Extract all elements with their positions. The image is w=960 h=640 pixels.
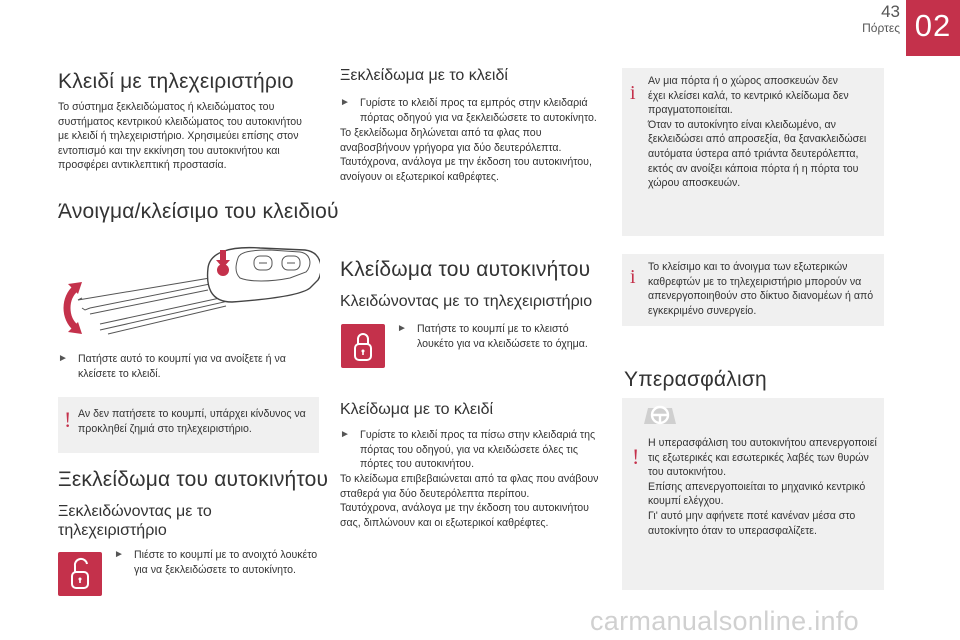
- unlock-remote-step: ► Πιέστε το κουμπί με το ανοιχτό λουκέτο για να ξεκλειδώσετε το αυτοκίνητο.: [114, 549, 318, 576]
- key-unlock-title: Ξεκλείδωμα με το κλειδί: [340, 67, 508, 84]
- warning-icon: !: [64, 407, 72, 432]
- info-icon: i: [630, 266, 636, 288]
- fold-step: ► Πατήστε αυτό το κουμπί για να ανοίξετε ή να κλείσετε το κλειδί.: [58, 353, 286, 380]
- chapter-tab: [906, 0, 960, 56]
- info-box-mirrors: i Το κλείσιμο και το άνοιγμα των εξωτερικών καθρεφτών με το τηλεχειριστήριο μπορούν να απενεργοποιηθούν στο δίκτυο διανομέων ή από εγκεκριμένο συνεργείο.: [622, 254, 884, 326]
- steering-wheel-icon: [642, 402, 678, 428]
- unlock-padlock-icon: [58, 552, 102, 596]
- page-title: Κλειδί με τηλεχειριστήριο: [58, 70, 294, 93]
- warning-icon: !: [632, 444, 640, 469]
- chapter-number: 02: [914, 8, 952, 43]
- fold-warning-box: ! Αν δεν πατήσετε το κουμπί, υπάρχει κίνδυνος να προκληθεί ζημιά στο τηλεχειριστήριο.: [58, 397, 319, 453]
- watermark: carmanualsonline.info: [590, 606, 859, 636]
- bullet-icon: ►: [58, 353, 68, 364]
- intro-paragraph: Το σύστημα ξεκλειδώματος ή κλειδώματος του συστήματος κεντρικού κλειδώματος του αυτοκινήτου με κλειδί ή τηλεχειριστήριο. Χρησιμεύει επίσης στον εντοπισμό και την εκκίνηση του αυτοκινήτου και προσφέρει αντικλεπτική προστασία.: [58, 101, 302, 172]
- deadlock-title: Υπερασφάλιση: [624, 368, 767, 391]
- lock-padlock-icon: [341, 324, 385, 368]
- deadlock-warning-box: ! Η υπερασφάλιση του αυτοκινήτου απενεργοποιεί τις εξωτερικές και εσωτερικές λαβές των θυρών του αυτοκινήτου. Επίσης απενεργοποιείται το μηχανικό κεντρικό κουμπί ελέγχου. Γι' αυτό μην αφήνετε ποτέ κανέναν μέσα στο αυτοκίνητο όταν το υπερασφαλίζετε.: [622, 398, 884, 590]
- bullet-icon: ►: [114, 549, 124, 560]
- key-unlock-body: Το ξεκλείδωμα δηλώνεται από τα φλας που αναβοσβήνουν γρήγορα για δύο δευτερόλεπτα. Ταυτόχρονα, ανάλογα με την έκδοση του αυτοκινήτου, ανοίγουν οι εξωτερικοί καθρέφτες.: [340, 127, 592, 183]
- key-fold-illustration: [60, 238, 320, 338]
- bullet-icon: ►: [397, 323, 407, 334]
- unlock-remote-subtitle: Ξεκλειδώνοντας με το τηλεχειριστήριο: [58, 503, 212, 539]
- lock-section-title: Κλείδωμα του αυτοκινήτου: [340, 258, 591, 281]
- unlock-section-title: Ξεκλείδωμα του αυτοκινήτου: [58, 468, 329, 491]
- info-box-central-locking: i Αν μια πόρτα ή ο χώρος αποσκευών δεν έχει κλείσει καλά, το κεντρικό κλείδωμα δεν πραγματοποιείται. Όταν το αυτοκίνητο είναι κλειδωμένο, αν ξεκλειδώσει από απροσεξία, θα ξανακλειδώσει αυτόματα ύστερα από τριάντα δευτερόλεπτα, εκτός αν ανοίξει κάποια πόρτα ή η πόρτα του χώρου αποσκευών.: [622, 68, 884, 236]
- lock-key-step: ► Γυρίστε το κλειδί προς τα πίσω στην κλειδαριά της πόρτας του οδηγού, για να κλειδώσετε όλες τις πόρτες του αυτοκινήτου.: [340, 429, 596, 471]
- lock-key-body: Το κλείδωμα επιβεβαιώνεται από τα φλας που ανάβουν σταθερά για δύο δευτερόλεπτα περίπου. Ταυτόχρονα, ανάλογα με την έκδοση του αυτοκινήτου σας, διπλώνουν και οι εξωτερικοί καθρέφτες.: [340, 473, 599, 529]
- key-unlock-step: ► Γυρίστε το κλειδί προς τα εμπρός στην κλειδαριά πόρτας οδηγού για να ξεκλειδώσετε το αυτοκίνητο.: [340, 97, 597, 124]
- lock-remote-subtitle: Κλειδώνοντας με το τηλεχειριστήριο: [340, 293, 593, 310]
- bullet-icon: ►: [340, 429, 350, 440]
- info-icon: i: [630, 82, 636, 104]
- lock-remote-step: ► Πατήστε το κουμπί με το κλειστό λουκέτο για να κλειδώσετε το όχημα.: [397, 323, 588, 350]
- page-number: 43: [881, 2, 900, 21]
- bullet-icon: ►: [340, 97, 350, 108]
- lock-key-title: Κλείδωμα με το κλειδί: [340, 401, 494, 418]
- fold-section-title: Άνοιγμα/κλείσιμο του κλειδιού: [58, 200, 339, 223]
- section-title: Πόρτες: [862, 21, 900, 35]
